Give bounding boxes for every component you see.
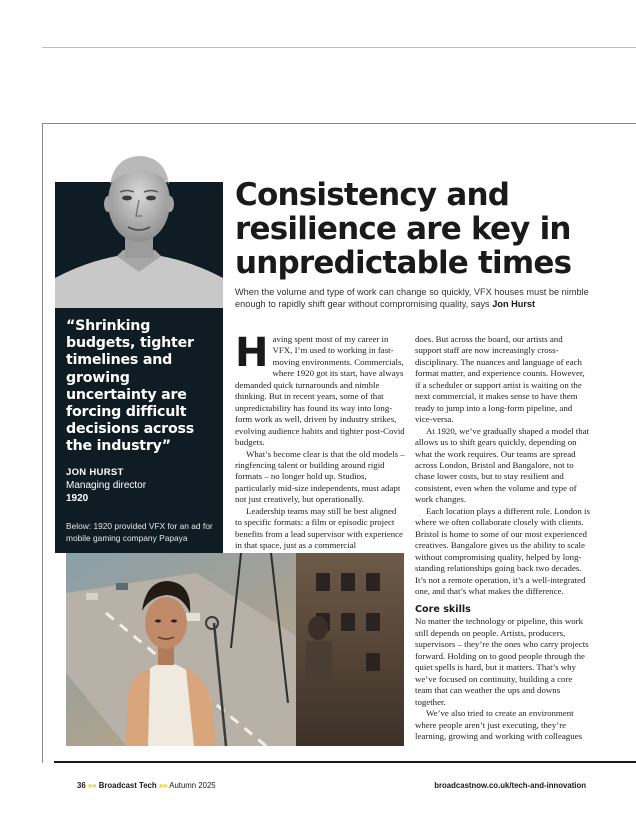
footer-separator: »» xyxy=(158,781,168,790)
article-frame-top xyxy=(42,123,636,124)
page-number: 36 xyxy=(77,781,86,790)
body-paragraph xyxy=(235,330,405,449)
street-scene-illustration xyxy=(66,553,404,746)
body-paragraph: Leadership teams may still be best aligned to specific formats: a film or episodic project benefits from a lead supervisor with experience in that space, just as a commercial xyxy=(235,505,403,551)
section-subhead: Core skills xyxy=(415,604,471,616)
pull-quote-panel xyxy=(55,308,223,553)
footer-folio xyxy=(77,781,216,790)
body-paragraph: At 1920, we’ve gradually shaped a model that allows us to shift gears quickly, depending on what the work requires. Our teams are spread across London, Bristol and Bangalore, not to chase lower costs, but to stay resilient and consistent, even when the volume and type of work changes. xyxy=(415,425,590,505)
paragraph-text: aving spent most of my career in VFX, I’m used to working in fast-moving environments. Commercials, where 1920 got its start, have always demanded quick turnarounds and nimble thinking. But in recent years, some of that unpredictability has found its way into long-form work as well, driven by industry strikes, evolving audience habits and tighter post-Covid budgets. xyxy=(235,334,405,448)
article-standfirst xyxy=(235,287,591,310)
body-paragraph: Each location plays a different role. London is where we often collaborate closely with clients. Bristol is home to some of our most experienced creatives. Bangalore gives us the ability to scale without compromising quality, helped by long-standing relationships going back two decades. It’s not a remote operation, it’s a well-integrated one, and that’s what makes the difference. xyxy=(415,505,590,596)
footer-separator: »» xyxy=(87,781,97,790)
article-frame-left xyxy=(42,123,43,763)
ad-still-photo xyxy=(66,553,404,746)
article-byline: Jon Hurst xyxy=(492,298,536,309)
pull-quote: “Shrinking budgets, tighter timelines and growing uncertainty are forcing difficult decisions across the industry” xyxy=(66,318,195,455)
author-name: JON HURST xyxy=(66,466,124,478)
portrait-illustration xyxy=(55,150,223,308)
article-headline: Consistency and resilience are key in unpredictable times xyxy=(235,177,572,281)
issue-date: Autumn 2025 xyxy=(169,781,216,790)
photo-caption: Below: 1920 provided VFX for an ad for mobile gaming company Papaya xyxy=(66,520,213,543)
body-column-2 xyxy=(415,334,590,742)
author-portrait xyxy=(55,150,223,308)
body-paragraph: does. But across the board, our artists and support staff are now increasingly cross-disciplinary. The nuances and language of each format matter, and experience counts. However, if a scheduler or support artist is waiting on the next commercial, it makes sense to have them ready to jump into a long-form pipeline, and vice-versa. xyxy=(415,334,585,425)
body-paragraph: What’s become clear is that the old models – ringfencing talent or building around rigid formats – no longer hold up. Studios, particularly mid-size independents, must adapt not just creatively, but operationally. xyxy=(235,448,405,505)
author-role: Managing director xyxy=(66,479,147,491)
body-paragraph: No matter the technology or pipeline, this work still depends on people. Artists, producers, supervisors – they’re the ones who carry projects forward. Holding on to good people through the quiet spells is hard, but it matters. That’s why we’ve focused on continuity, building a core team that can weather the ups and downs together. xyxy=(415,616,589,707)
drop-cap: H xyxy=(235,330,269,376)
footer-url[interactable]: broadcastnow.co.uk/tech-and-innovation xyxy=(434,781,586,790)
publication-name: Broadcast Tech xyxy=(98,781,157,790)
body-column-1 xyxy=(235,330,405,552)
article-frame-bottom xyxy=(54,761,636,763)
standfirst-text: When the volume and type of work can change so quickly, VFX houses must be nimble enough to rapidly shift gear without compromising quality, says xyxy=(235,287,589,309)
top-divider xyxy=(42,47,636,48)
author-company: 1920 xyxy=(66,492,89,504)
body-paragraph: We’ve also tried to create an environment where people aren’t just executing, they’re learning, growing and working with colleagues xyxy=(415,708,583,741)
